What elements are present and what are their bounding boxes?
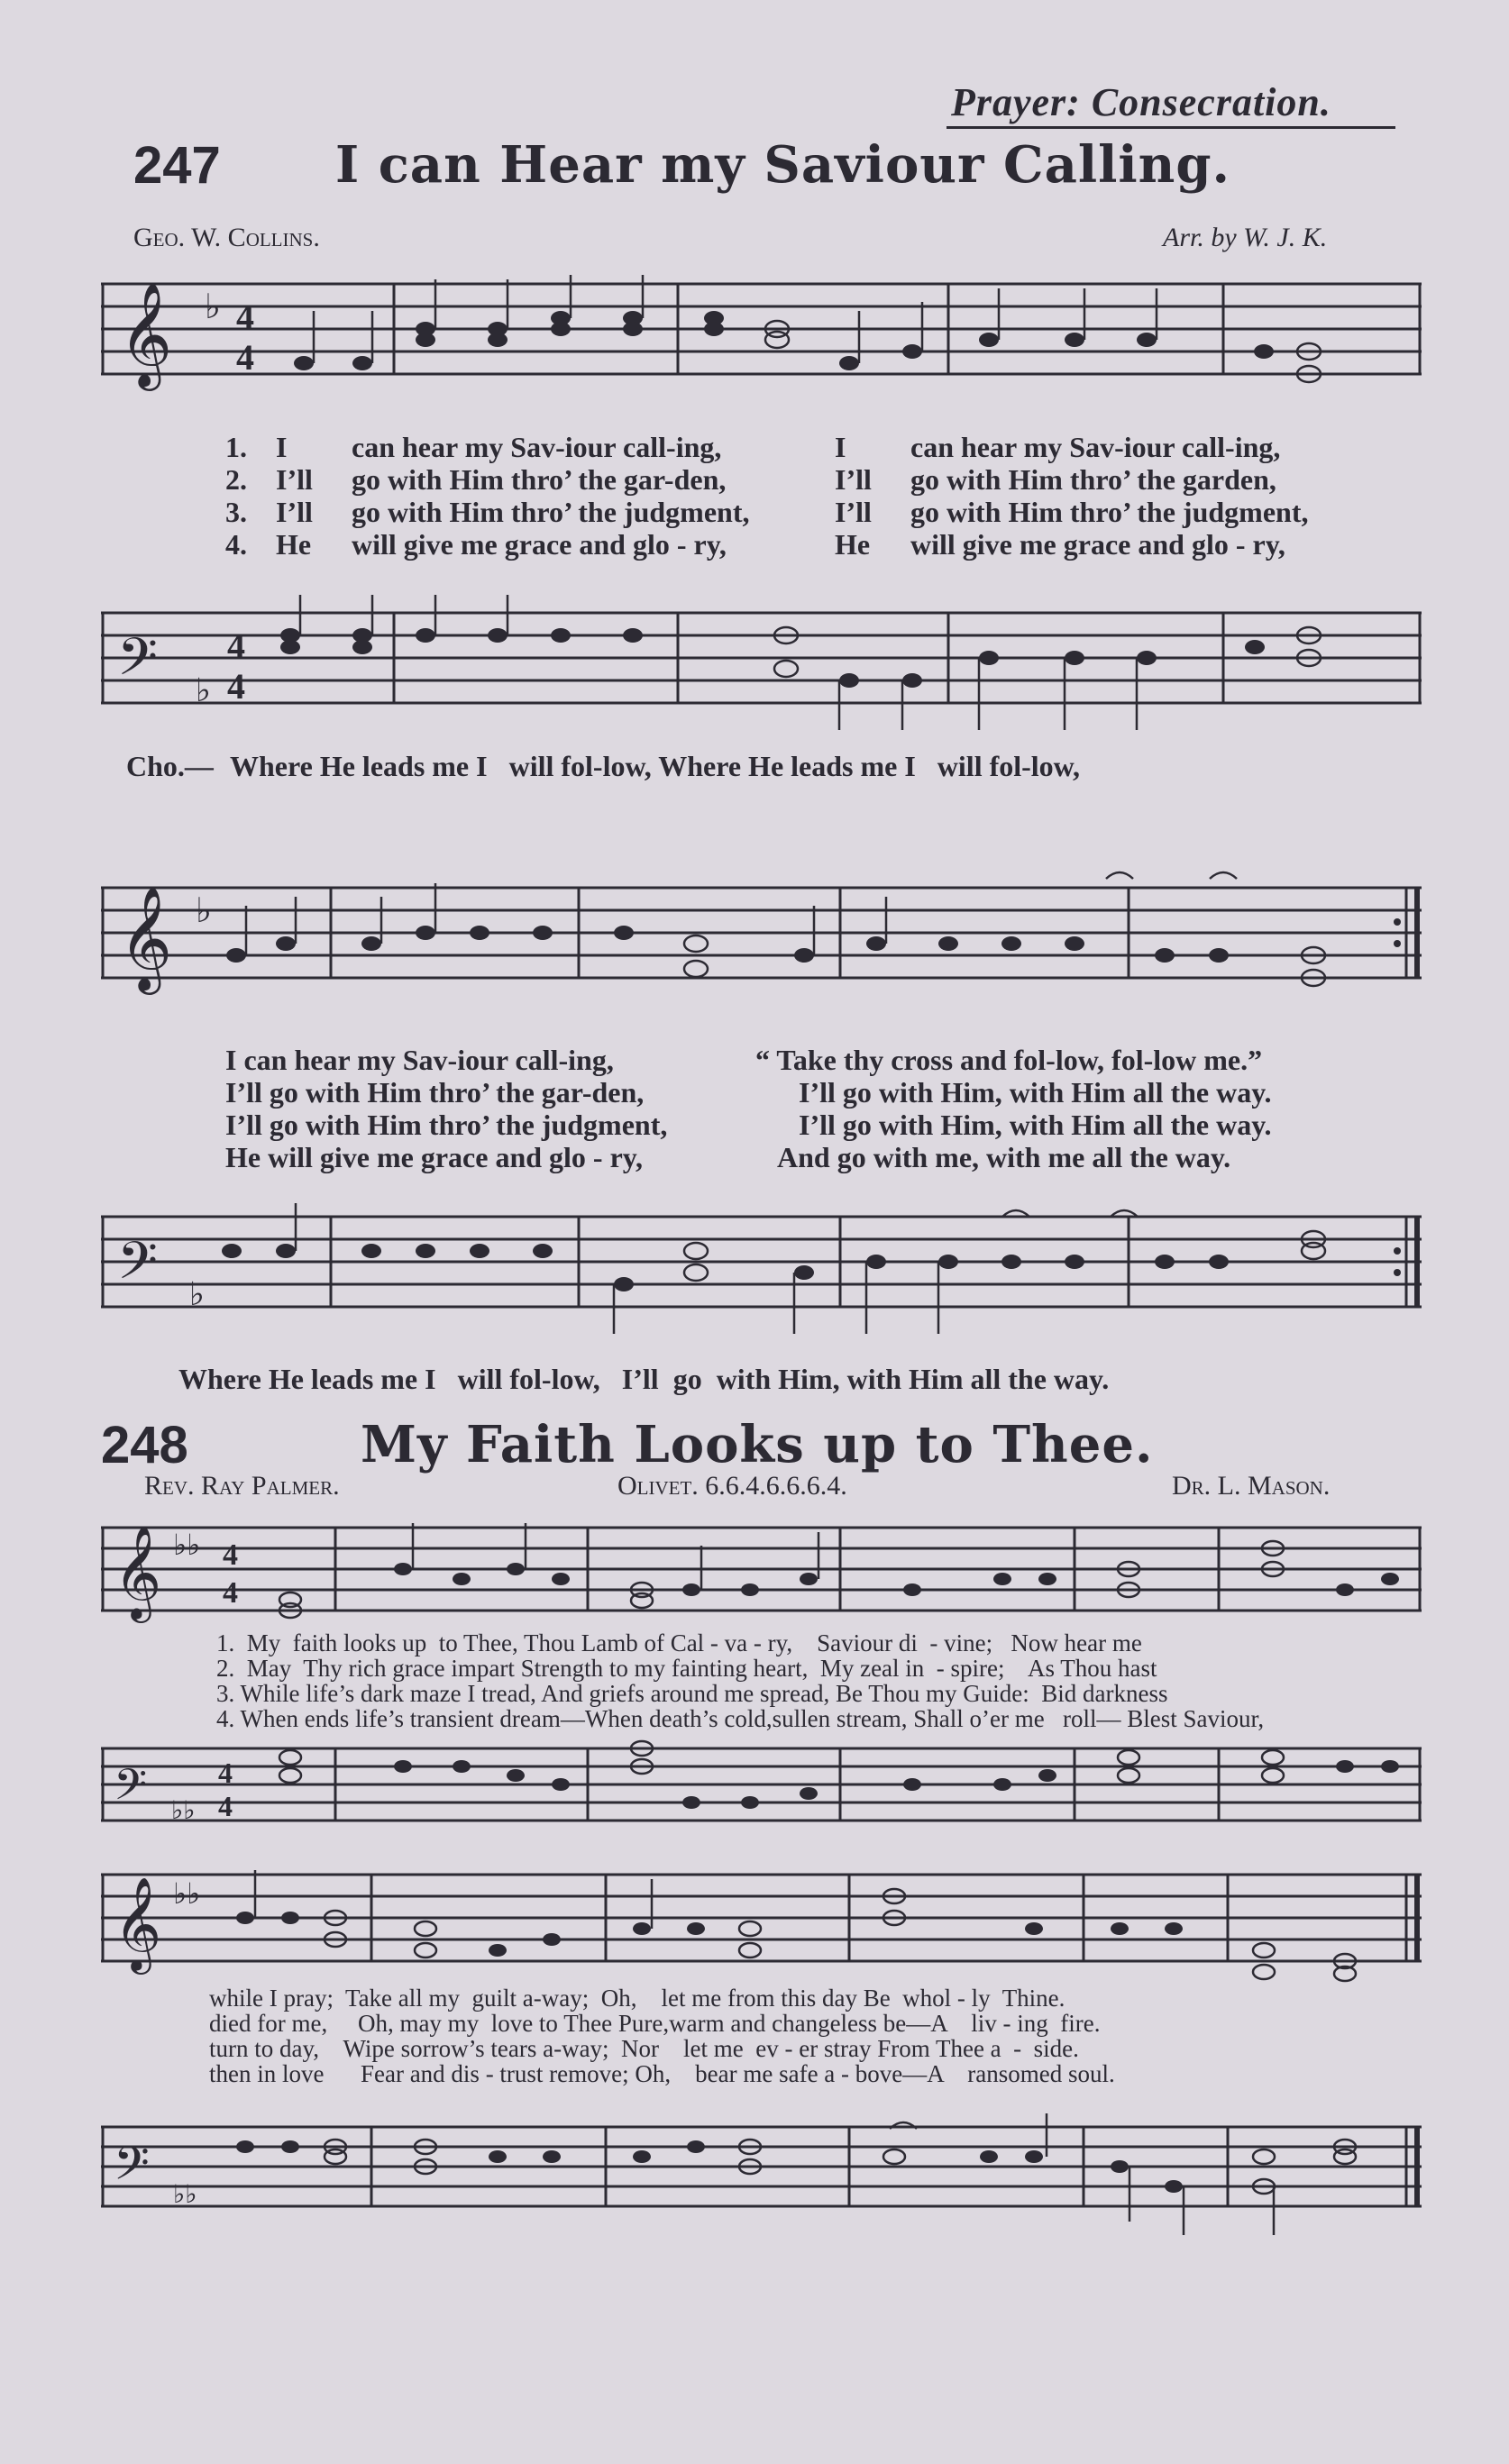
staff-treble-248-2 bbox=[101, 1857, 1422, 1983]
header-rule bbox=[947, 126, 1395, 129]
svg-text:4: 4 bbox=[218, 1790, 233, 1822]
svg-text:4: 4 bbox=[227, 666, 245, 707]
verse-lyric: can hear my Sav-iour call-ing, bbox=[910, 431, 1281, 463]
svg-text:♭: ♭ bbox=[196, 672, 211, 709]
arranger-247: Arr. by W. J. K. bbox=[1163, 223, 1328, 252]
verse-lyric: 4. When ends life’s transient dream—When death’s cold,sullen stream, Shall o’er me roll— Blest Saviour, bbox=[216, 1705, 1265, 1732]
verse-lyric: go with Him thro’ the gar-den, bbox=[352, 463, 727, 496]
svg-text:𝄞: 𝄞 bbox=[114, 1525, 162, 1620]
svg-text:♭: ♭ bbox=[196, 890, 212, 930]
refrain-lyric: He will give me grace and glo - ry, bbox=[225, 1141, 644, 1173]
refrain-lyric: “ Take thy cross and fol-low, fol-low me.” bbox=[755, 1044, 1263, 1076]
verse-lyric: I bbox=[835, 431, 846, 463]
verse-lyric: I bbox=[276, 431, 288, 463]
staff-bass-247-1 bbox=[101, 595, 1422, 757]
staff-treble-248-1 bbox=[101, 1514, 1422, 1631]
verse-lyric: go with Him thro’ the judgment, bbox=[910, 496, 1309, 528]
refrain-lyric: I can hear my Sav-iour call-ing, bbox=[225, 1044, 614, 1076]
verse-lyric: 2. May Thy rich grace impart Strength to my fainting heart, My zeal in - spire; As Thou hast bbox=[216, 1655, 1157, 1682]
verse-lyric: go with Him thro’ the judgment, bbox=[352, 496, 750, 528]
svg-text:𝄞: 𝄞 bbox=[114, 1876, 162, 1971]
svg-text:♭♭: ♭♭ bbox=[173, 2179, 197, 2209]
refrain-lyric: I’ll go with Him thro’ the gar-den, bbox=[225, 1076, 645, 1109]
svg-text:4: 4 bbox=[223, 1538, 238, 1572]
verse-lyric: will give me grace and glo - ry, bbox=[352, 528, 727, 561]
staff-bass-248-1 bbox=[101, 1739, 1422, 1839]
hymn-title-248: My Faith Looks up to Thee. bbox=[361, 1415, 1154, 1474]
svg-text:𝄢: 𝄢 bbox=[114, 2136, 150, 2202]
hymn-title-247: I can Hear my Saviour Calling. bbox=[335, 135, 1231, 195]
verse-number: 4. bbox=[225, 528, 247, 561]
svg-text:♭: ♭ bbox=[205, 287, 221, 326]
section-heading: Prayer: Consecration. bbox=[951, 80, 1331, 124]
bass-line-247: Where He leads me I will fol-low, I’ll go with Him, with Him all the way. bbox=[178, 1363, 1110, 1395]
svg-text:4: 4 bbox=[223, 1576, 238, 1610]
svg-text:𝄞: 𝄞 bbox=[119, 885, 173, 990]
verse-lyric: 3. While life’s dark maze I tread, And griefs around me spread, Be Thou my Guide: Bid darkness bbox=[216, 1680, 1168, 1707]
chorus-label: Cho.— bbox=[126, 750, 214, 782]
svg-text:𝄢: 𝄢 bbox=[114, 1759, 148, 1821]
svg-text:𝄞: 𝄞 bbox=[119, 281, 173, 387]
refrain-lyric: I’ll go with Him, with Him all the way. bbox=[799, 1109, 1272, 1141]
tune-248: Olivet. 6.6.4.6.6.6.4. bbox=[617, 1471, 847, 1501]
hymn-number-248: 248 bbox=[101, 1416, 188, 1474]
svg-text:♭: ♭ bbox=[189, 1276, 205, 1313]
staff-bass-248-2 bbox=[101, 2109, 1422, 2253]
verse-number: 2. bbox=[225, 463, 247, 496]
verse-lyric: died for me, Oh, may my love to Thee Pure,warm and changeless be—A liv - ing fire. bbox=[209, 2010, 1101, 2037]
verse-lyric: go with Him thro’ the garden, bbox=[910, 463, 1276, 496]
svg-text:4: 4 bbox=[227, 625, 245, 666]
verse-lyric: I’ll bbox=[276, 463, 313, 496]
verse-lyric: while I pray; Take all my guilt a-way; Oh, let me from this day Be whol - ly Thine. bbox=[209, 1985, 1065, 2012]
verse-lyric: He bbox=[276, 528, 312, 561]
verse-lyric: can hear my Sav-iour call-ing, bbox=[352, 431, 722, 463]
staff-bass-247-2 bbox=[101, 1199, 1422, 1361]
composer-248: Dr. L. Mason. bbox=[1172, 1471, 1331, 1501]
refrain-lyric: And go with me, with me all the way. bbox=[777, 1141, 1231, 1173]
staff-treble-247-2 bbox=[101, 870, 1422, 1014]
svg-text:4: 4 bbox=[236, 337, 254, 378]
svg-text:♭♭: ♭♭ bbox=[171, 1795, 196, 1825]
verse-lyric: I’ll bbox=[835, 463, 872, 496]
svg-text:4: 4 bbox=[236, 297, 254, 337]
verse-lyric: He bbox=[835, 528, 871, 561]
verse-number: 1. bbox=[225, 431, 247, 463]
svg-text:♭♭: ♭♭ bbox=[173, 1876, 201, 1911]
verse-lyric: will give me grace and glo - ry, bbox=[910, 528, 1285, 561]
verse-lyric: then in love Fear and dis - trust remove; Oh, bear me safe a - bove—A ransomed soul. bbox=[209, 2060, 1115, 2087]
author-248: Rev. Ray Palmer. bbox=[144, 1471, 340, 1501]
svg-text:♭♭: ♭♭ bbox=[173, 1528, 201, 1562]
svg-text:𝄢: 𝄢 bbox=[117, 1230, 159, 1304]
verse-number: 3. bbox=[225, 496, 247, 528]
verse-lyric: I’ll bbox=[835, 496, 872, 528]
author-247: Geo. W. Collins. bbox=[133, 223, 320, 252]
verse-lyric: 1. My faith looks up to Thee, Thou Lamb of Cal - va - ry, Saviour di - vine; Now hear me bbox=[216, 1629, 1142, 1656]
svg-text:4: 4 bbox=[218, 1757, 233, 1789]
verse-lyric: turn to day, Wipe sorrow’s tears a-way; Nor let me ev - er stray From Thee a - side. bbox=[209, 2035, 1079, 2062]
chorus-line: Where He leads me I will fol-low, Where He leads me I will fol-low, bbox=[230, 750, 1081, 782]
svg-text:𝄢: 𝄢 bbox=[117, 626, 159, 700]
refrain-lyric: I’ll go with Him, with Him all the way. bbox=[799, 1076, 1272, 1109]
refrain-lyric: I’ll go with Him thro’ the judgment, bbox=[225, 1109, 668, 1141]
hymn-number-247: 247 bbox=[133, 136, 221, 195]
verse-lyric: I’ll bbox=[276, 496, 313, 528]
staff-treble-247-1 bbox=[101, 275, 1422, 410]
